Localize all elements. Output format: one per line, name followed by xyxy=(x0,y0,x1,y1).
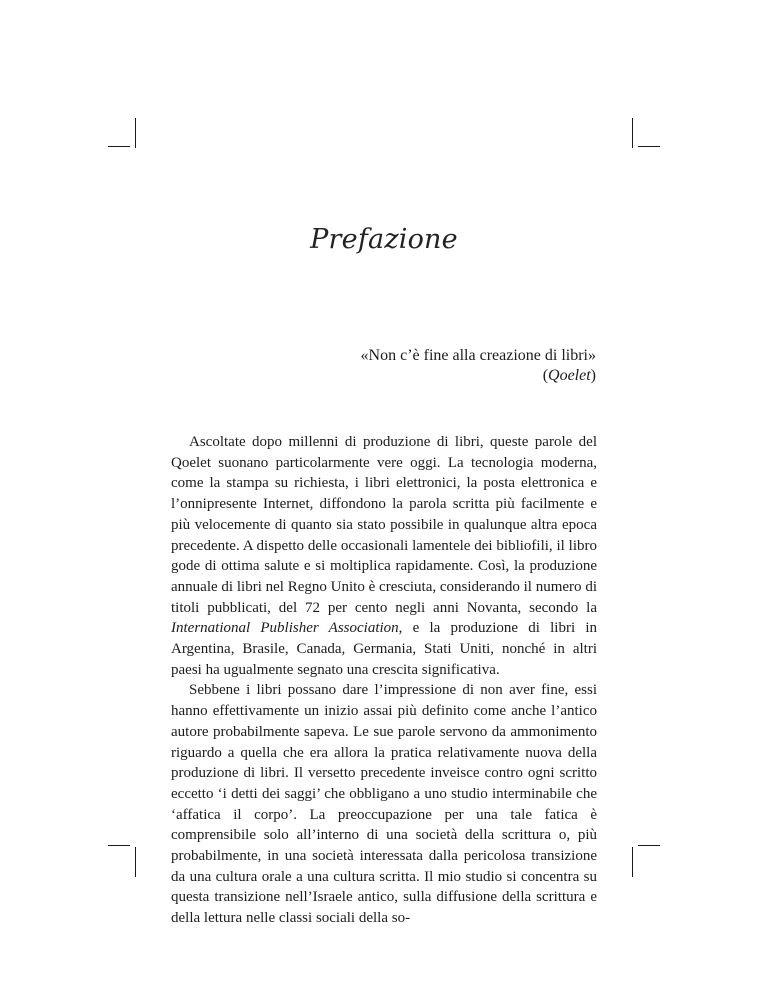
body-text xyxy=(171,432,597,929)
paragraph-1 xyxy=(171,432,597,680)
epigraph-source-open-paren: ( xyxy=(542,367,549,384)
paragraph-1-text-start: Ascoltate dopo millenni di produzione di libri, queste parole del Qoelet suonano particolarmente vere oggi. La tecnologia moderna, come la stampa su richiesta, i libri elettronici, la posta elettronica e l’onnipresente Internet, diffondono la parola scritta più facilmente e più velocemente di quanto sia stato possibile in qualunque altra epoca precedente. A dispetto delle occasionali lamentele dei bibliofili, il libro gode di ottima salute e si moltiplica rapidamente. Così, la produzione annuale di libri nel Regno Unito è cresciuta, considerando il numero di titoli pubblicati, del 72 per cento negli anni Novanta, secondo la xyxy=(171,434,597,616)
crop-mark-bottom-right-vertical xyxy=(632,847,633,877)
crop-mark-bottom-left-vertical xyxy=(135,847,136,877)
epigraph xyxy=(170,346,596,386)
crop-mark-bottom-right-horizontal xyxy=(638,845,660,846)
epigraph-quote: «Non c’è fine alla creazione di libri» xyxy=(360,347,596,364)
crop-mark-top-right-horizontal xyxy=(638,146,660,147)
crop-mark-top-right-vertical xyxy=(632,118,633,148)
crop-mark-top-left-vertical xyxy=(135,118,136,148)
paragraph-2: Sebbene i libri possano dare l’impressione di non aver fine, essi hanno effettivamente un inizio assai più definito come anche l’antico autore probabilmente sapeva. Le sue parole servono da ammonimento riguardo a quella che era allora la pratica relativamente nuova della produzione di libri. Il versetto precedente inveisce contro ogni scritto eccetto ‘i detti dei saggi’ che obbligano a uno studio interminabile che ‘affatica il corpo’. La preoccupazione per una tale fatica è comprensibile solo all’interno di una società della scrittura o, più probabilmente, in una società interessata dalla pericolosa transizione da una cultura orale a una cultura scritta. Il mio studio si concentra su questa transizione nell’Israele antico, sulla diffusione della scrittura e della lettura nelle classi sociali della so- xyxy=(171,682,597,927)
chapter-title: Prefazione xyxy=(310,224,458,255)
crop-mark-bottom-left-horizontal xyxy=(108,845,130,846)
epigraph-source-name: Qoelet xyxy=(548,367,591,384)
epigraph-source xyxy=(170,366,596,386)
epigraph-source-close-paren: ) xyxy=(590,367,596,384)
paragraph-1-text-end: , e la produzione di libri in Argentina, Brasile, Canada, Germania, Stati Uniti, nonché in altri paesi ha ugualmente segnato una crescita significativa. xyxy=(171,620,598,678)
crop-mark-top-left-horizontal xyxy=(108,146,130,147)
paragraph-1-italic-name: International Publisher Association xyxy=(171,620,399,637)
